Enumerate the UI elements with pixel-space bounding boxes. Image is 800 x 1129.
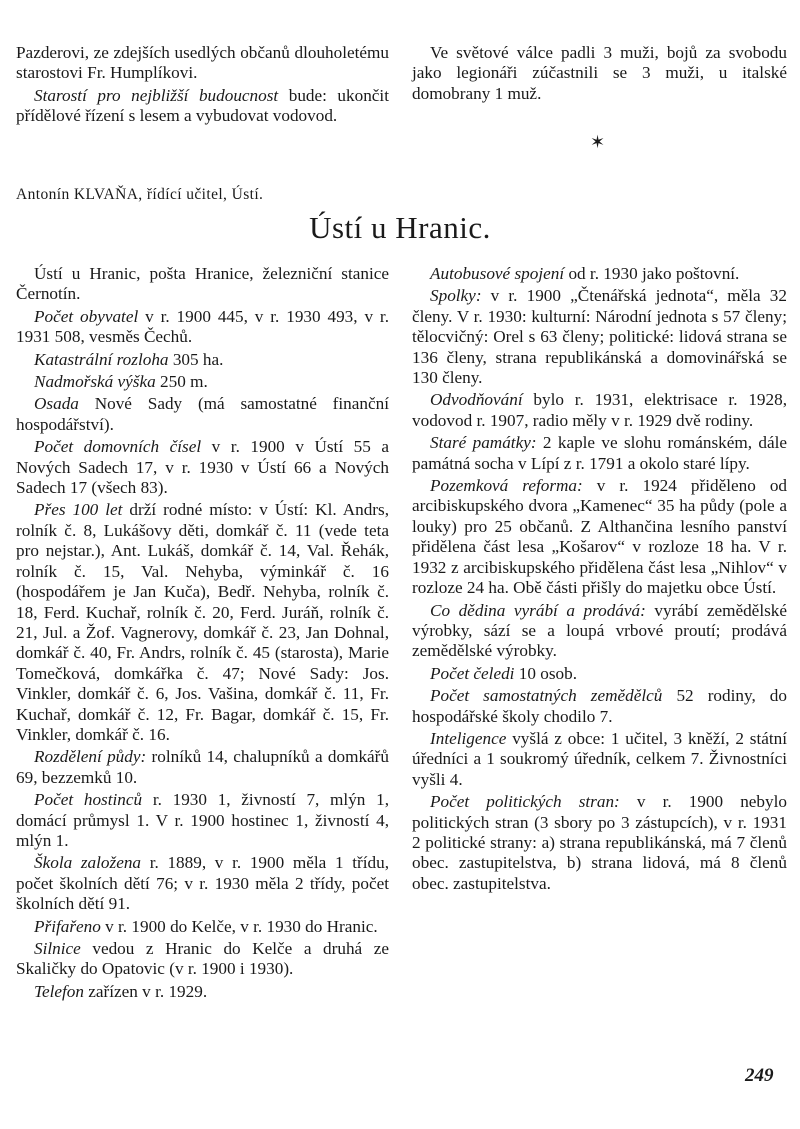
paragraph-heading: Starostí pro nejbližší budoucnost [34,85,279,105]
paragraph-heading: Spolky: [430,286,482,306]
paragraph-text: v r. 1900 445, v r. 1930 493, v r. 1931 508, vesměs Čechů. [16,306,389,347]
paragraph [16,350,389,370]
paragraph-text: 2 kaple ve slohu románském, dále památná socha v Lípí z r. 1791 a okolo staré lípy. [412,433,787,473]
paragraph [412,729,787,790]
paragraph [16,982,389,1002]
paragraph [412,390,787,431]
paragraph-heading: Počet politických stran: [430,792,620,812]
paragraph-text: v r. 1924 přiděleno od arcibiskupského dvora „Kamenec“ 35 ha půdy (pole a louky) pro 25 občanů. Z Althančina lesního panství přidělena část lesa „Košarov“ v rozloze 18 ha. V r. 1932 z arcibiskupského přidělena část lesa „Nihlov“ v rozloze 24 ha. Obě části přišly do majetku obce Ústí. [412,476,788,598]
paragraph-text: v r. 1900 do Kelče, v r. 1930 do Hranic. [100,916,378,936]
paragraph-heading: Rozdělení půdy: [34,747,147,767]
top-left-column [16,43,389,129]
paragraph-heading: Co dědina vyrábí a prodává: [430,600,646,620]
top-right-column [412,43,787,106]
paragraph-text: r. 1930 1, živností 7, mlýn 1, domácí průmysl 1. V r. 1900 hostinec 1, živností 4, mlýn 1. [16,790,389,850]
paragraph-heading: Škola založena [34,853,142,873]
paragraph-text: 305 ha. [168,349,224,369]
paragraph-heading: Pozemková reforma: [430,476,583,496]
paragraph-heading: Nadmořská výška [34,372,156,392]
paragraph-text: Ústí u Hranic, pošta Hranice, železniční stanice Černotín. [16,264,389,304]
paragraph-text: v r. 1900 „Čtenářská jednota“, měla 32 členy. V r. 1930: kulturní: Národní jednota s 57 členy; tělocvičný: Orel s 63 členy; politické: lidová strana se 136 členy, strana republikánská a domovinářská se 130 členy. [412,286,787,388]
paragraph-text: bylo r. 1931, elektrisace r. 1928, vodovod r. 1907, radio měly v r. 1929 dvě rodiny. [412,390,787,430]
paragraph [412,601,787,662]
paragraph-text: r. 1889, v r. 1900 měla 1 třídu, počet školních dětí 76; v r. 1930 měla 2 třídy, počet školních dětí 91. [16,853,389,914]
paragraph-heading: Přes 100 let [34,500,123,520]
paragraph [16,394,389,435]
paragraph-heading: Počet hostinců [34,790,143,810]
paragraph-heading: Odvodňování [430,390,523,410]
paragraph-heading: Inteligence [430,728,507,748]
paragraph-heading: Silnice [34,939,81,958]
paragraph-heading: Počet čeledi [430,663,515,683]
paragraph-text: vyšlá z obce: 1 učitel, 3 kněží, 2 státní úředníci a 1 soukromý úředník, celkem 7. Živnostníci vyšli 4. [412,728,787,789]
paragraph-text: 10 osob. [514,663,578,683]
paragraph-text: vedou z Hranic do Kelče a druhá ze Skaličky do Opatovic (v r. 1900 i 1930). [16,939,389,979]
paragraph [16,939,389,980]
paragraph-text: Pazderovi, ze zdejších usedlých občanů dlouholetému starostovi Fr. Humplíkovi. [16,43,389,83]
paragraph-text: bude: ukončit přídělové řízení s lesem a vybudovat vodovod. [16,85,389,126]
paragraph [16,86,389,127]
paragraph [412,43,787,104]
paragraph-text: v r. 1900 nebylo politických stran (3 sbory po 3 zástupcích), v r. 1931 2 politické strany: a) strana republikánská, má 7 členů obec. zastupitelstva, b) strana lidová, má 8 členů obec. zastupitelstva. [412,792,787,893]
paragraph [412,476,787,598]
left-column [16,264,389,1004]
paragraph [16,790,389,851]
paragraph [16,264,389,305]
paragraph [412,792,787,894]
paragraph-text: vyrábí zemědělské výrobky, sází se a loupá vrbové proutí; prodává zemědělské výrobky. [412,600,787,661]
paragraph-heading: Staré památky: [430,433,537,453]
paragraph [412,433,787,474]
paragraph [412,664,787,684]
paragraph-heading: Přifařeno [34,916,101,936]
paragraph-heading: Katastrální rozloha [34,349,169,369]
paragraph-text: od r. 1930 jako poštovní. [564,264,740,283]
paragraph [412,286,787,388]
page-number: 249 [745,1065,774,1086]
paragraph-text: v r. 1900 v Ústí 55 a Nových Sadech 17, v r. 1930 v Ústí 66 a Nových Sadech 17 (všech 83). [16,437,389,498]
paragraph [412,686,787,727]
paragraph [412,264,787,284]
paragraph-heading: Osada [34,394,79,414]
paragraph-heading: Autobusové spojení [430,264,565,283]
paragraph-text: rolníků 14, chalupníků a domkářů 69, bezzemků 10. [16,747,389,787]
paragraph-text: 250 m. [155,372,208,392]
section-divider-asterisk: ✶ [590,132,606,152]
page-title: Ústí u Hranic. [309,210,491,245]
paragraph-text: drží rodné místo: v Ústí: Kl. Andrs, rolník č. 8, Lukášovy děti, domkář č. 11 (vede teta pro nejstar.), Ant. Lukáš, domkář č. 14, Val. Řehák, rolník č. 15, Val. Nehyba, výminkář č. 16 (hospodářem je Jan Kuča), Bedř. Nehyba, rolník č. 18, Ferd. Kuchař, rolník č. 20, Ferd. Juráň, rolník č. 21, Jul. a Žof. Vagnerovy, domkář č. 23, Jan Dohnal, domkář č. 40, Fr. Andrs, rolník č. 45 (starosta), Marie Tomečková, domkářka č. 47; Nové Sady: Jos. Vinkler, domkář č. 6, Jos. Vašina, domkář č. 11, Fr. Kuchař, domkář č. 12, Fr. Bagar, domkář č. 15, Fr. Vinkler, domkář č. 16. [16,500,390,744]
paragraph-text: Ve světové válce padli 3 muži, bojů za svobodu jako legionáři zúčastnili se 3 muži, u italské domobrany 1 muž. [412,43,787,103]
paragraph [16,917,389,937]
paragraph [16,853,389,914]
author-byline: Antonín KLVAŇA, řídící učitel, Ústí. [16,186,264,203]
paragraph [16,500,389,745]
paragraph [16,747,389,788]
paragraph [16,307,389,348]
right-column [412,264,787,896]
paragraph [16,437,389,498]
paragraph-text: zařízen v r. 1929. [83,981,208,1001]
paragraph-text: Nové Sady (má samostatné finanční hospodářství). [16,394,389,434]
paragraph-heading: Počet domovních čísel [34,437,202,457]
paragraph-heading: Počet obyvatel [34,306,139,326]
paragraph-heading: Počet samostatných zemědělců [430,686,663,706]
paragraph-heading: Telefon [34,981,84,1001]
paragraph [16,43,389,84]
paragraph-text: 52 rodiny, do hospodářské školy chodilo 7. [412,686,787,726]
paragraph [16,372,389,392]
